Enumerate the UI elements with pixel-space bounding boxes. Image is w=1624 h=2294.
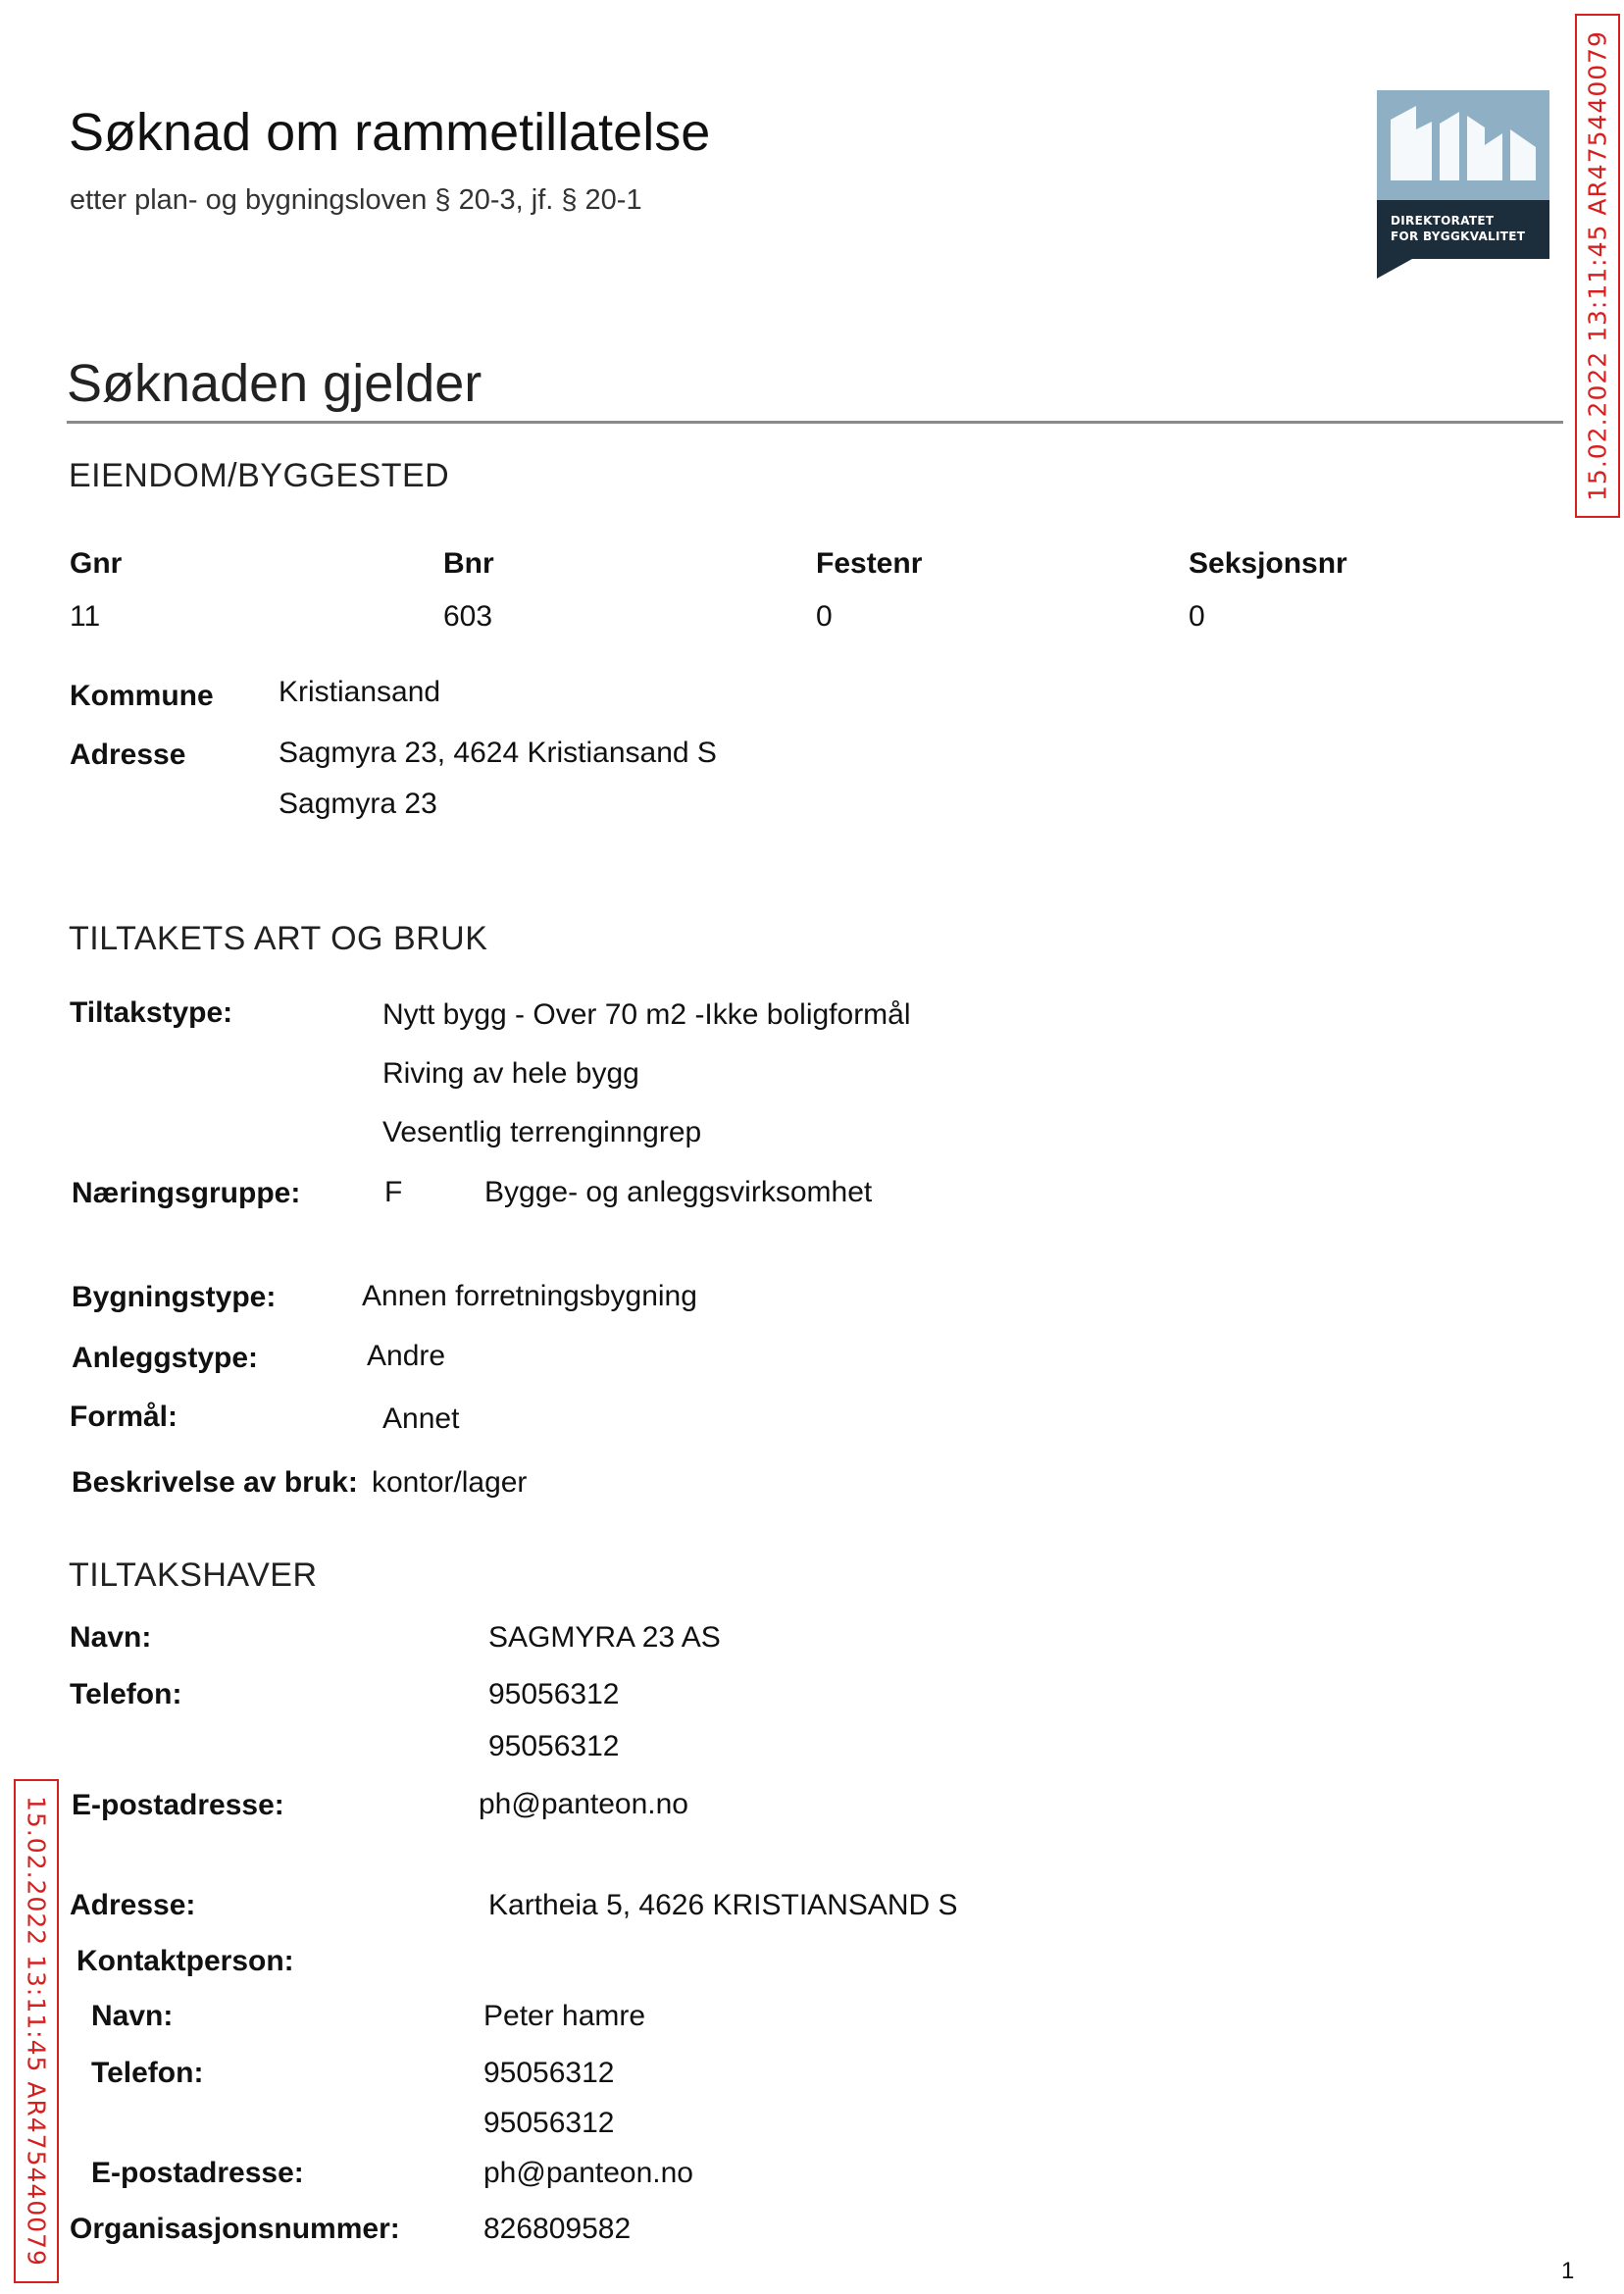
naeringsgruppe-text: Bygge- og anleggsvirksomhet <box>484 1176 873 1208</box>
gnr-value: 11 <box>70 600 101 633</box>
kommune-value: Kristiansand <box>279 676 441 708</box>
tiltakstype-item: Nytt bygg - Over 70 m2 -Ikke boligformål <box>382 998 911 1031</box>
anleggstype-value: Andre <box>367 1340 446 1372</box>
document-subtitle: etter plan- og bygningsloven § 20-3, jf. § 20-1 <box>70 184 642 216</box>
dibk-logo <box>1377 90 1549 279</box>
orgnr-label: Organisasjonsnummer: <box>70 2213 400 2245</box>
tiltakstype-item: Vesentlig terrenginngrep <box>382 1116 702 1148</box>
seksjonsnr-label: Seksjonsnr <box>1189 547 1347 580</box>
logo-building-graphic <box>1377 90 1549 200</box>
seksjonsnr-value: 0 <box>1189 600 1205 633</box>
kontaktperson-epost-label: E-postadresse: <box>91 2157 304 2189</box>
page-number: 1 <box>1561 2258 1575 2284</box>
tiltakshaver-heading: TILTAKSHAVER <box>69 1556 318 1594</box>
adresse-label: Adresse <box>70 739 186 771</box>
gnr-label: Gnr <box>70 547 123 580</box>
section-title: Søknaden gjelder <box>67 354 482 413</box>
bygningstype-label: Bygningstype: <box>72 1281 277 1313</box>
kontaktperson-telefon-2: 95056312 <box>483 2107 615 2139</box>
naeringsgruppe-label: Næringsgruppe: <box>72 1177 301 1209</box>
epost-label: E-postadresse: <box>72 1789 284 1821</box>
kontaktperson-navn-value: Peter hamre <box>483 2000 646 2032</box>
eiendom-heading: EIENDOM/BYGGESTED <box>69 457 450 494</box>
receipt-stamp-left <box>14 1779 59 2283</box>
telefon-label: Telefon: <box>70 1678 182 1710</box>
beskrivelse-value: kontor/lager <box>372 1466 528 1499</box>
telefon-value-1: 95056312 <box>488 1678 620 1710</box>
tiltakstype-label: Tiltakstype: <box>70 996 233 1029</box>
document-title: Søknad om rammetillatelse <box>69 103 711 162</box>
epost-value: ph@panteon.no <box>479 1788 688 1820</box>
orgnr-value: 826809582 <box>483 2213 632 2245</box>
kontaktperson-label: Kontaktperson: <box>76 1945 294 1977</box>
adresse-label: Adresse: <box>70 1889 196 1921</box>
kommune-label: Kommune <box>70 680 214 712</box>
bnr-value: 603 <box>443 600 493 633</box>
receipt-stamp-right <box>1575 14 1620 518</box>
tiltakstype-item: Riving av hele bygg <box>382 1057 639 1090</box>
adresse-line-1: Sagmyra 23, 4624 Kristiansand S <box>279 737 717 769</box>
logo-line-2: FOR BYGGKVALITET <box>1391 229 1526 243</box>
naeringsgruppe-code: F <box>384 1176 403 1208</box>
navn-label: Navn: <box>70 1621 152 1654</box>
kontaktperson-telefon-label: Telefon: <box>91 2057 204 2089</box>
anleggstype-label: Anleggstype: <box>72 1342 259 1374</box>
adresse-value: Kartheia 5, 4626 KRISTIANSAND S <box>488 1889 958 1921</box>
formal-value: Annet <box>382 1402 460 1435</box>
logo-line-1: DIREKTORATET <box>1391 214 1495 228</box>
logo-text-band <box>1377 200 1549 259</box>
festenr-label: Festenr <box>816 547 923 580</box>
kontaktperson-navn-label: Navn: <box>91 2000 174 2032</box>
festenr-value: 0 <box>816 600 833 633</box>
adresse-line-2: Sagmyra 23 <box>279 788 437 820</box>
stamp-text: 15.02.2022 13:11:45 AR475440079 <box>22 1796 51 2267</box>
section-divider <box>67 421 1563 424</box>
beskrivelse-label: Beskrivelse av bruk: <box>72 1466 358 1499</box>
kontaktperson-telefon-1: 95056312 <box>483 2057 615 2089</box>
bygningstype-value: Annen forretningsbygning <box>362 1280 697 1312</box>
kontaktperson-epost-value: ph@panteon.no <box>483 2157 693 2189</box>
stamp-text: 15.02.2022 13:11:45 AR475440079 <box>1583 30 1612 501</box>
navn-value: SAGMYRA 23 AS <box>488 1621 721 1654</box>
telefon-value-2: 95056312 <box>488 1730 620 1762</box>
formal-label: Formål: <box>70 1401 178 1433</box>
logo-tail <box>1377 259 1412 279</box>
tiltak-heading: TILTAKETS ART OG BRUK <box>69 920 488 957</box>
bnr-label: Bnr <box>443 547 494 580</box>
